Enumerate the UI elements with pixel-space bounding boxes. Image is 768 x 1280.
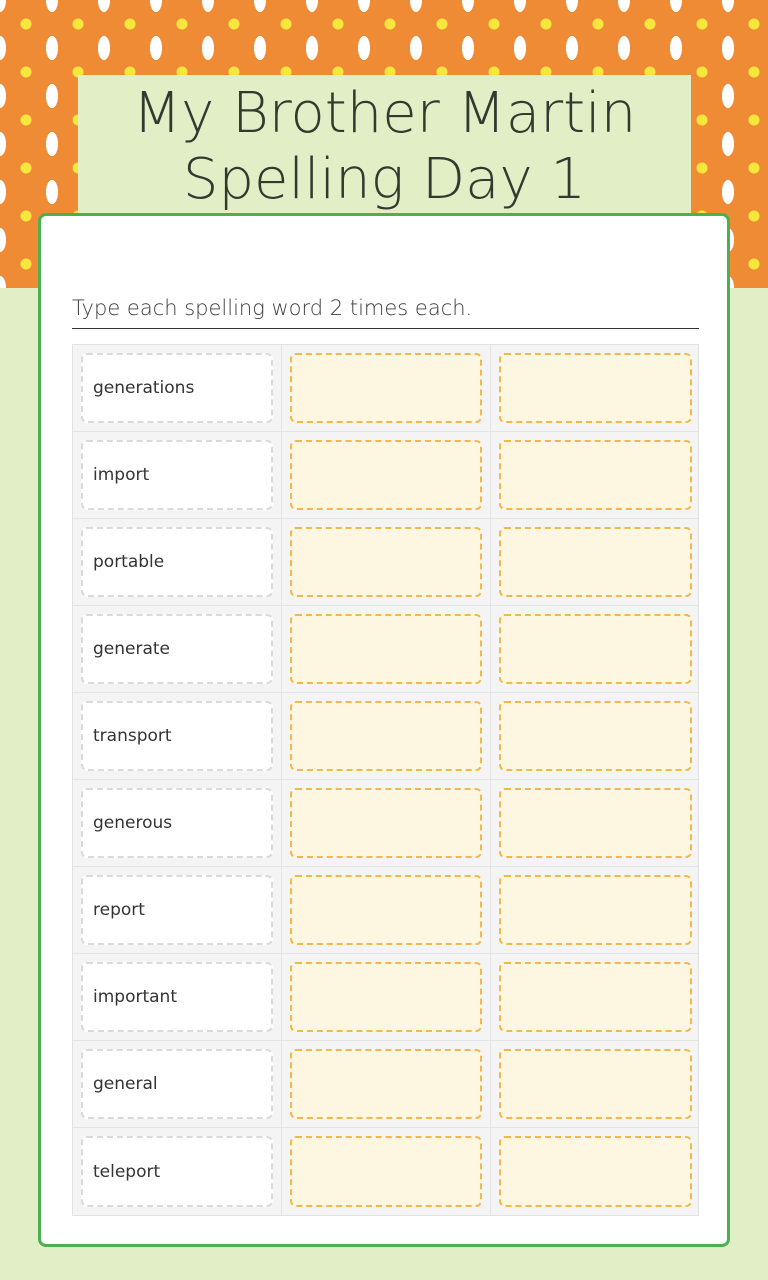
instructions-text: Type each spelling word 2 times each.	[72, 296, 699, 329]
answer-input-2[interactable]	[499, 788, 692, 858]
word-row	[73, 519, 698, 606]
spelling-word: teleport	[81, 1136, 273, 1207]
spelling-grid	[72, 344, 699, 1216]
answer-input-2[interactable]	[499, 614, 692, 684]
answer-input-1[interactable]	[290, 701, 482, 771]
answer-input-2[interactable]	[499, 962, 692, 1032]
answer-input-2[interactable]	[499, 527, 692, 597]
answer-input-2[interactable]	[499, 1136, 692, 1207]
spelling-word: generous	[81, 788, 273, 858]
answer-input-1[interactable]	[290, 614, 482, 684]
answer-input-1[interactable]	[290, 440, 482, 510]
answer-input-2[interactable]	[499, 353, 692, 423]
word-row	[73, 345, 698, 432]
word-row	[73, 693, 698, 780]
spelling-word: portable	[81, 527, 273, 597]
answer-input-1[interactable]	[290, 1136, 482, 1207]
answer-input-2[interactable]	[499, 701, 692, 771]
answer-input-1[interactable]	[290, 527, 482, 597]
answer-input-2[interactable]	[499, 440, 692, 510]
answer-input-1[interactable]	[290, 788, 482, 858]
spelling-word: generate	[81, 614, 273, 684]
word-row	[73, 606, 698, 693]
word-row	[73, 780, 698, 867]
word-row	[73, 1128, 698, 1215]
word-row	[73, 1041, 698, 1128]
spelling-word: important	[81, 962, 273, 1032]
spelling-word: generations	[81, 353, 273, 423]
spelling-word: report	[81, 875, 273, 945]
spelling-word: general	[81, 1049, 273, 1119]
worksheet-card	[38, 213, 730, 1247]
answer-input-2[interactable]	[499, 1049, 692, 1119]
word-row	[73, 432, 698, 519]
spelling-word: transport	[81, 701, 273, 771]
answer-input-1[interactable]	[290, 353, 482, 423]
title-line-1: My Brother Martin	[132, 81, 637, 146]
spelling-word: import	[81, 440, 273, 510]
word-row	[73, 954, 698, 1041]
answer-input-1[interactable]	[290, 875, 482, 945]
answer-input-1[interactable]	[290, 962, 482, 1032]
word-row	[73, 867, 698, 954]
title-line-2: Spelling Day 1	[182, 147, 587, 212]
answer-input-1[interactable]	[290, 1049, 482, 1119]
answer-input-2[interactable]	[499, 875, 692, 945]
page-title	[78, 75, 691, 215]
